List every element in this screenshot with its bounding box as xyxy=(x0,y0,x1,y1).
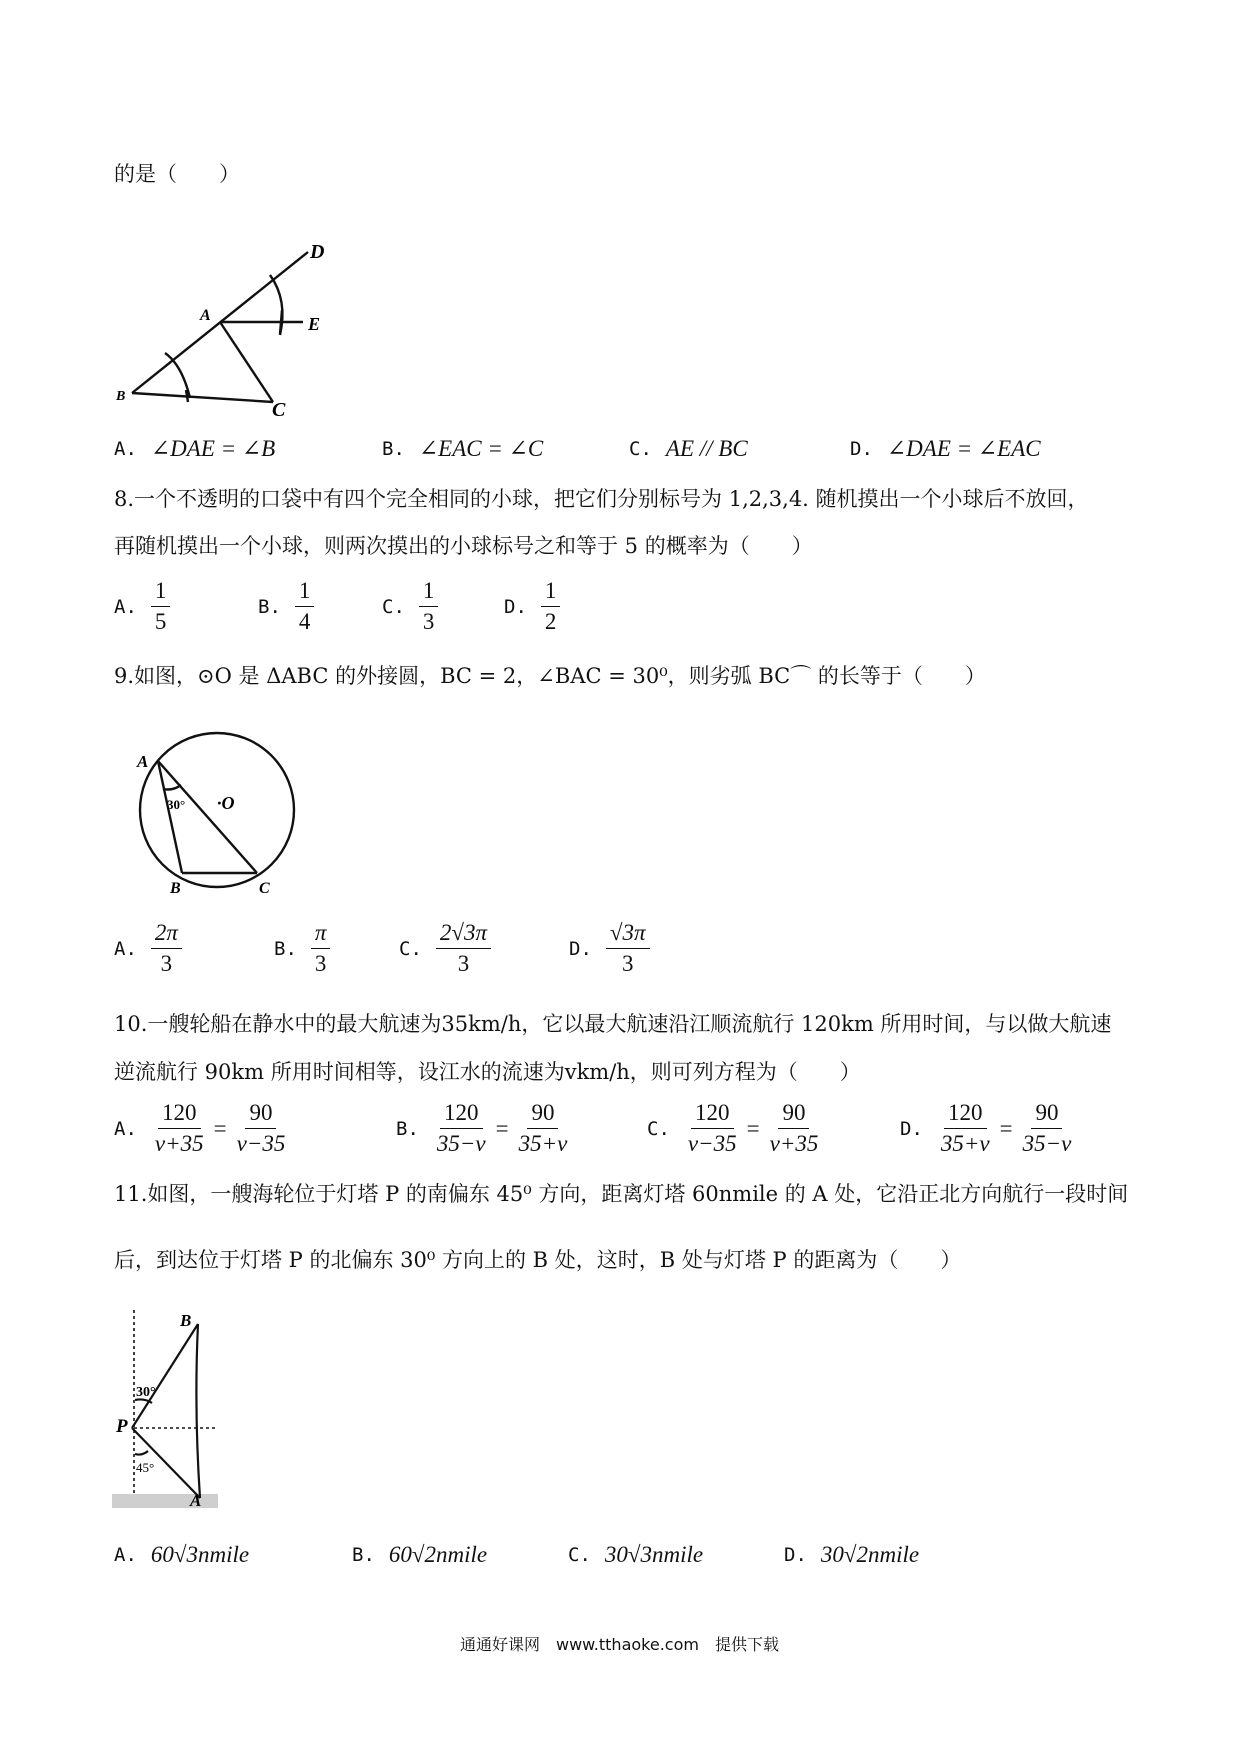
option-label: D. xyxy=(784,1544,807,1566)
fraction xyxy=(151,578,171,635)
fraction-left xyxy=(684,1100,741,1157)
option-label: A. xyxy=(114,1117,137,1140)
q9-stem: 9.如图，⊙O 是 ΔABC 的外接圆，BC = 2，∠BAC = 30⁰，则劣弧 BC⌒ 的长等于（ ） xyxy=(114,664,986,688)
equals-sign: = xyxy=(495,1115,509,1141)
fraction xyxy=(295,578,315,635)
numerator: 90 xyxy=(527,1100,558,1129)
numerator: 120 xyxy=(944,1100,987,1129)
option-label: D. xyxy=(504,595,527,618)
denominator: 4 xyxy=(298,609,311,634)
numerator: 1 xyxy=(151,578,171,607)
q10-stem-line1: 10.一艘轮船在静水中的最大航速为35km/h，它以最大航速沿江顺流航行 120km 所用时间，与以做大航速 xyxy=(114,1012,1112,1036)
equals-sign: = xyxy=(746,1115,760,1141)
option-label: D. xyxy=(850,438,873,460)
fraction xyxy=(151,920,182,977)
q7-fig-label-d: D xyxy=(310,241,325,263)
q8-option-b[interactable] xyxy=(258,578,314,635)
q8-stem-line1: 8.一个不透明的口袋中有四个完全相同的小球，把它们分别标号为 1,2,3,4. 随机摸出一个小球后不放回， xyxy=(114,487,1089,511)
fraction xyxy=(606,920,650,977)
page-footer: 通通好课网 www.tthaoke.com 提供下载 xyxy=(460,1635,779,1654)
q7-fig-label-e: E xyxy=(308,314,321,334)
q9-option-a[interactable] xyxy=(114,920,182,977)
q10-option-a[interactable] xyxy=(114,1100,289,1157)
q7-fig-label-a: A xyxy=(200,307,211,324)
q10-stem-line2: 逆流航行 90km 所用时间相等，设江水的流速为vkm/h，则可列方程为（ ） xyxy=(114,1060,861,1084)
q9-figure xyxy=(125,705,310,900)
option-label: A. xyxy=(114,1544,137,1566)
option-label: D. xyxy=(569,937,592,960)
fraction xyxy=(419,578,439,635)
numerator: 1 xyxy=(419,578,439,607)
denominator: 3 xyxy=(457,951,470,976)
q9-option-b[interactable] xyxy=(274,920,330,977)
q9-fig-label-c: C xyxy=(259,880,270,897)
fraction-right xyxy=(766,1100,823,1157)
q11-stem-line2: 后，到达位于灯塔 P 的北偏东 30⁰ 方向上的 B 处，这时，B 处与灯塔 P 的距离为（ ） xyxy=(114,1248,962,1272)
option-text: ∠DAE = ∠B xyxy=(150,436,276,461)
fraction-right xyxy=(1019,1100,1076,1157)
q7-option-c[interactable] xyxy=(629,436,748,462)
option-label: C. xyxy=(382,595,405,618)
q7-fig-label-b: B xyxy=(116,389,126,404)
option-text: 60√3nmile xyxy=(150,1542,250,1567)
fraction xyxy=(311,920,331,977)
q11-fig-label-b: B xyxy=(180,1311,192,1330)
q10-option-b[interactable] xyxy=(396,1100,571,1157)
numerator: 2π xyxy=(151,920,182,949)
numerator: 120 xyxy=(440,1100,483,1129)
denominator: v+35 xyxy=(769,1131,819,1156)
q11-option-b[interactable] xyxy=(352,1542,487,1568)
numerator: √3π xyxy=(606,920,650,949)
fraction-right xyxy=(515,1100,572,1157)
denominator: v+35 xyxy=(154,1131,204,1156)
option-label: C. xyxy=(647,1117,670,1140)
denominator: 3 xyxy=(314,951,327,976)
q11-fig-label-p: P xyxy=(116,1416,128,1437)
denominator: 35−v xyxy=(1022,1131,1072,1156)
q9-option-d[interactable] xyxy=(569,920,650,977)
q8-option-c[interactable] xyxy=(382,578,438,635)
q9-fig-label-b: B xyxy=(170,880,181,897)
fraction-right xyxy=(233,1100,290,1157)
fraction-left xyxy=(937,1100,994,1157)
option-label: A. xyxy=(114,595,137,618)
q8-stem-line2: 再随机摸出一个小球，则两次摸出的小球标号之和等于 5 的概率为（ ） xyxy=(114,534,813,558)
option-label: B. xyxy=(382,438,405,460)
q11-option-d[interactable] xyxy=(784,1542,919,1568)
option-label: A. xyxy=(114,937,137,960)
equals-sign: = xyxy=(213,1115,227,1141)
option-label: B. xyxy=(352,1544,375,1566)
option-text: ∠DAE = ∠EAC xyxy=(886,436,1041,461)
denominator: 5 xyxy=(154,609,167,634)
numerator: π xyxy=(311,920,331,949)
denominator: 3 xyxy=(621,951,634,976)
q11-stem-line1: 11.如图，一艘海轮位于灯塔 P 的南偏东 45⁰ 方向，距离灯塔 60nmile 的 A 处，它沿正北方向航行一段时间 xyxy=(114,1182,1129,1206)
q9-fig-label-a: A xyxy=(137,752,149,771)
q11-option-c[interactable] xyxy=(568,1542,703,1568)
q7-fig-label-c: C xyxy=(272,399,286,420)
denominator: 35+v xyxy=(518,1131,568,1156)
fraction xyxy=(436,920,491,977)
equals-sign: = xyxy=(999,1115,1013,1141)
option-label: B. xyxy=(258,595,281,618)
option-label: C. xyxy=(568,1544,591,1566)
denominator: v−35 xyxy=(687,1131,737,1156)
option-label: C. xyxy=(629,438,652,460)
q11-figure xyxy=(112,1308,222,1508)
q10-option-c[interactable] xyxy=(647,1100,822,1157)
option-label: A. xyxy=(114,438,137,460)
option-label: C. xyxy=(399,937,422,960)
q7-option-d[interactable] xyxy=(850,436,1041,462)
q11-option-a[interactable] xyxy=(114,1542,249,1568)
q8-option-d[interactable] xyxy=(504,578,560,635)
q10-option-d[interactable] xyxy=(900,1100,1075,1157)
fraction-left xyxy=(151,1100,208,1157)
numerator: 120 xyxy=(691,1100,734,1129)
q7-option-a[interactable] xyxy=(114,436,275,462)
numerator: 2√3π xyxy=(436,920,491,949)
denominator: 2 xyxy=(544,609,557,634)
denominator: 35+v xyxy=(940,1131,990,1156)
numerator: 90 xyxy=(1031,1100,1062,1129)
q7-option-b[interactable] xyxy=(382,436,543,462)
denominator: v−35 xyxy=(236,1131,286,1156)
numerator: 1 xyxy=(295,578,315,607)
fraction xyxy=(541,578,561,635)
denominator: 35−v xyxy=(436,1131,486,1156)
q9-fig-label-o: ·O xyxy=(217,793,235,813)
numerator: 120 xyxy=(158,1100,201,1129)
option-label: B. xyxy=(396,1117,419,1140)
q11-fig-label-a: A xyxy=(190,1491,202,1508)
q11-fig-angle-45: 45° xyxy=(136,1460,155,1475)
q7-figure xyxy=(110,240,340,420)
option-text: AE // BC xyxy=(665,436,748,461)
q9-option-c[interactable] xyxy=(399,920,491,977)
numerator: 90 xyxy=(778,1100,809,1129)
fraction-left xyxy=(433,1100,490,1157)
option-text: 30√3nmile xyxy=(604,1542,704,1567)
option-label: B. xyxy=(274,937,297,960)
numerator: 90 xyxy=(245,1100,276,1129)
denominator: 3 xyxy=(160,951,173,976)
option-text: ∠EAC = ∠C xyxy=(418,436,544,461)
q7-stem-tail: 的是（ ） xyxy=(114,162,240,186)
q8-option-a[interactable] xyxy=(114,578,170,635)
q11-fig-angle-30: 30° xyxy=(136,1385,156,1400)
denominator: 3 xyxy=(422,609,435,634)
option-text: 30√2nmile xyxy=(820,1542,920,1567)
option-label: D. xyxy=(900,1117,923,1140)
numerator: 1 xyxy=(541,578,561,607)
option-text: 60√2nmile xyxy=(388,1542,488,1567)
q9-fig-angle: 30° xyxy=(167,797,186,812)
